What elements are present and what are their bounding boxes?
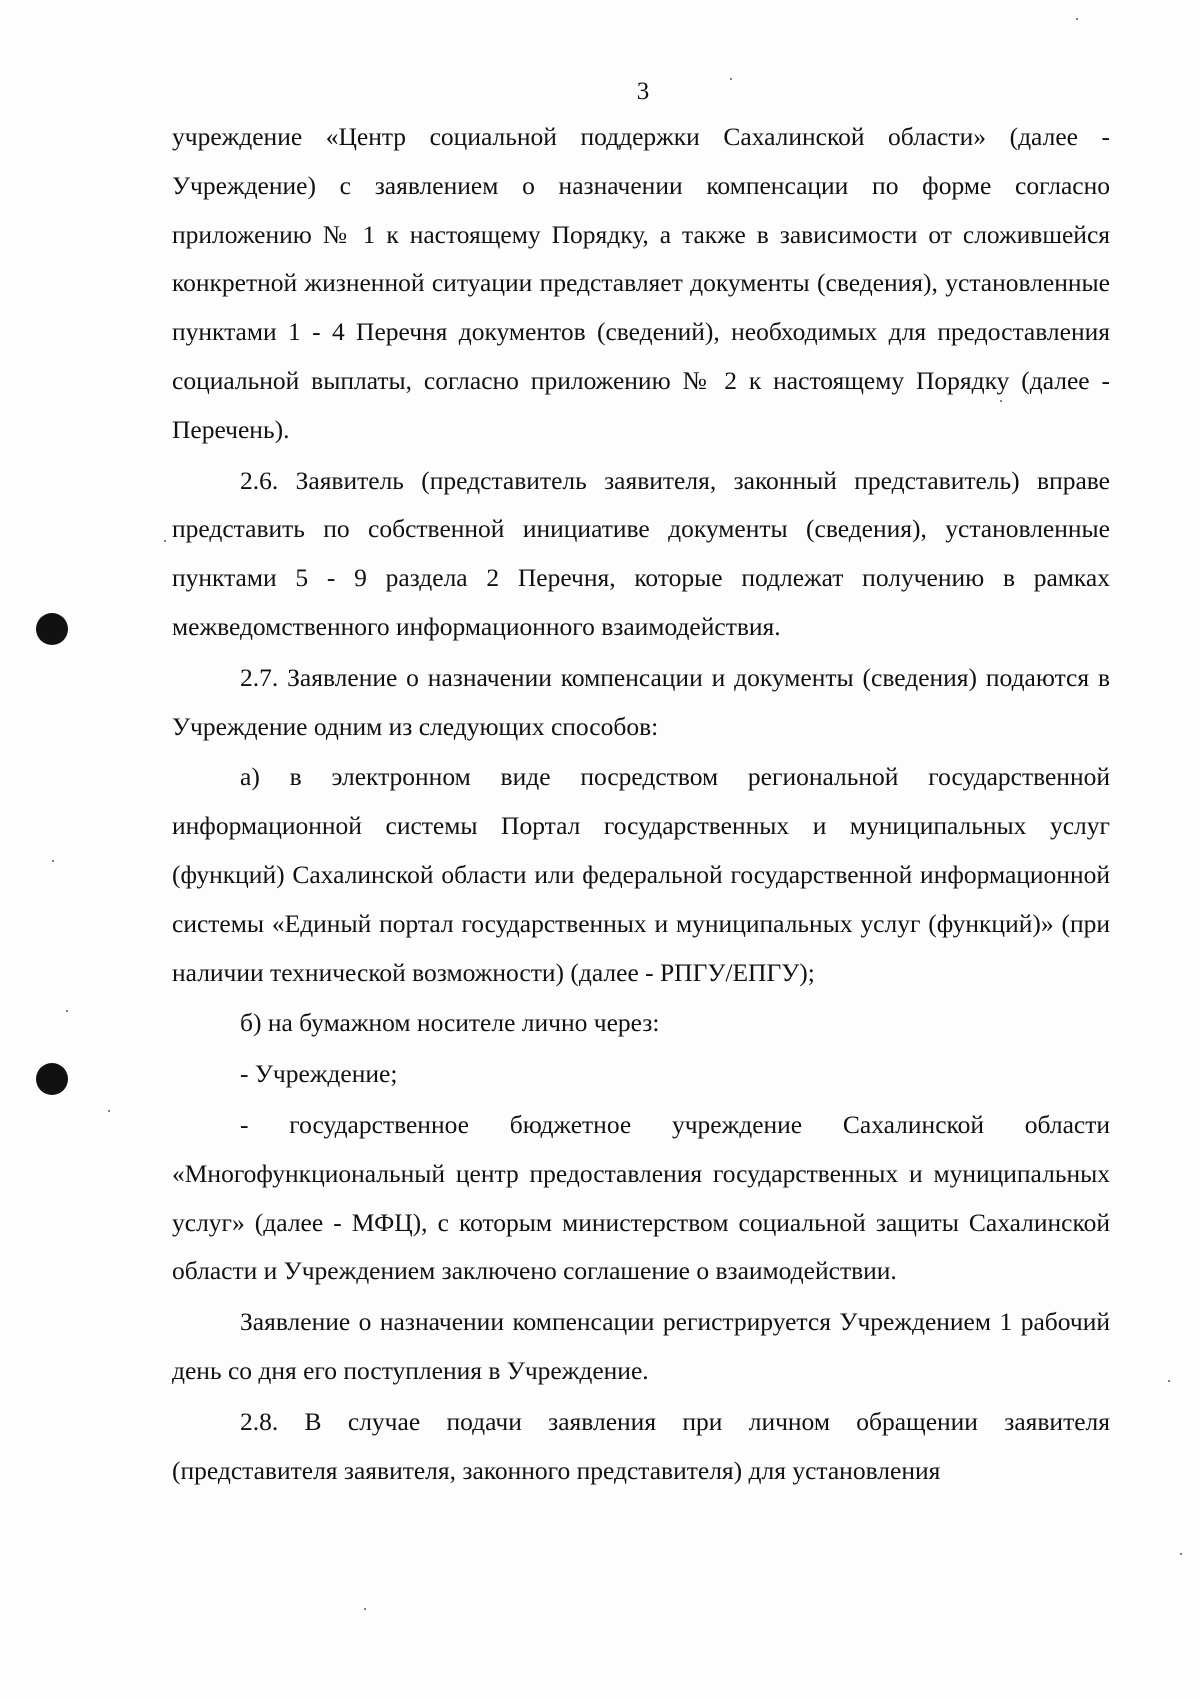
scan-speck [1168, 1380, 1170, 1382]
paragraph-2-8: 2.8. В случае подачи заявления при личном обращении заявителя (представителя заявителя, законного представителя) для установления [172, 1406, 1110, 1485]
list-item-mfc: - государственное бюджетное учреждение Сахалинской области «Многофункциональный центр предоставления государственных и муниципальных услуг» (далее - МФЦ), с которым министерством социальной защиты Сахалинской области и Учреждением заключено соглашение о взаимодействии. [172, 1109, 1110, 1286]
scan-speck [1076, 18, 1078, 20]
scan-speck [66, 1010, 68, 1012]
paragraph-2-6: 2.6. Заявитель (представитель заявителя, законный представитель) вправе представить по собственной инициативе документы (сведения), установленные пунктами 5 - 9 раздела 2 Перечня, которые подлежат получению в рамках межведомственного информационного взаимодействия. [172, 465, 1110, 641]
paragraph-registration: Заявление о назначении компенсации регистрируется Учреждением 1 рабочий день со дня его поступления в Учреждение. [172, 1307, 1110, 1385]
scan-speck [730, 78, 732, 80]
list-item-institution: - Учреждение; [240, 1059, 398, 1089]
paragraph-item-a: а) в электронном виде посредством региональной государственной информационной системы Портал государственных и муниципальных услуг (функций) Сахалинской области или федеральной государственной информационной системы «Единый портал государственных и муниципальных услуг (функций)» (при наличии технической возможности) (далее - РПГУ/ЕПГУ); [172, 762, 1110, 987]
scan-speck [164, 540, 166, 542]
scan-speck [364, 1608, 366, 1610]
paragraph-continuation: учреждение «Центр социальной поддержки Сахалинской области» (далее - Учреждение) с заявлением о назначении компенсации по форме согласно приложению № 1 к настоящему Порядку, а также в зависимости от сложившейся конкретной жизненной ситуации представляет документы (сведения), установленные пунктами 1 - 4 Перечня документов (сведений), необходимых для предоставления социальной выплаты, согласно приложению № 2 к настоящему Порядку (далее - Перечень). [172, 122, 1110, 444]
document-body [172, 113, 1110, 1495]
scan-speck [52, 860, 54, 862]
punch-hole-top [36, 613, 68, 645]
paragraph-2-7: 2.7. Заявление о назначении компенсации и документы (сведения) подаются в Учреждение одним из следующих способов: [172, 662, 1110, 741]
scan-speck [108, 1110, 110, 1112]
paragraph-item-b: б) на бумажном носителе лично через: [240, 1008, 660, 1038]
page-number: 3 [636, 78, 650, 105]
scan-speck [1180, 1553, 1182, 1555]
punch-hole-bottom [36, 1063, 68, 1095]
